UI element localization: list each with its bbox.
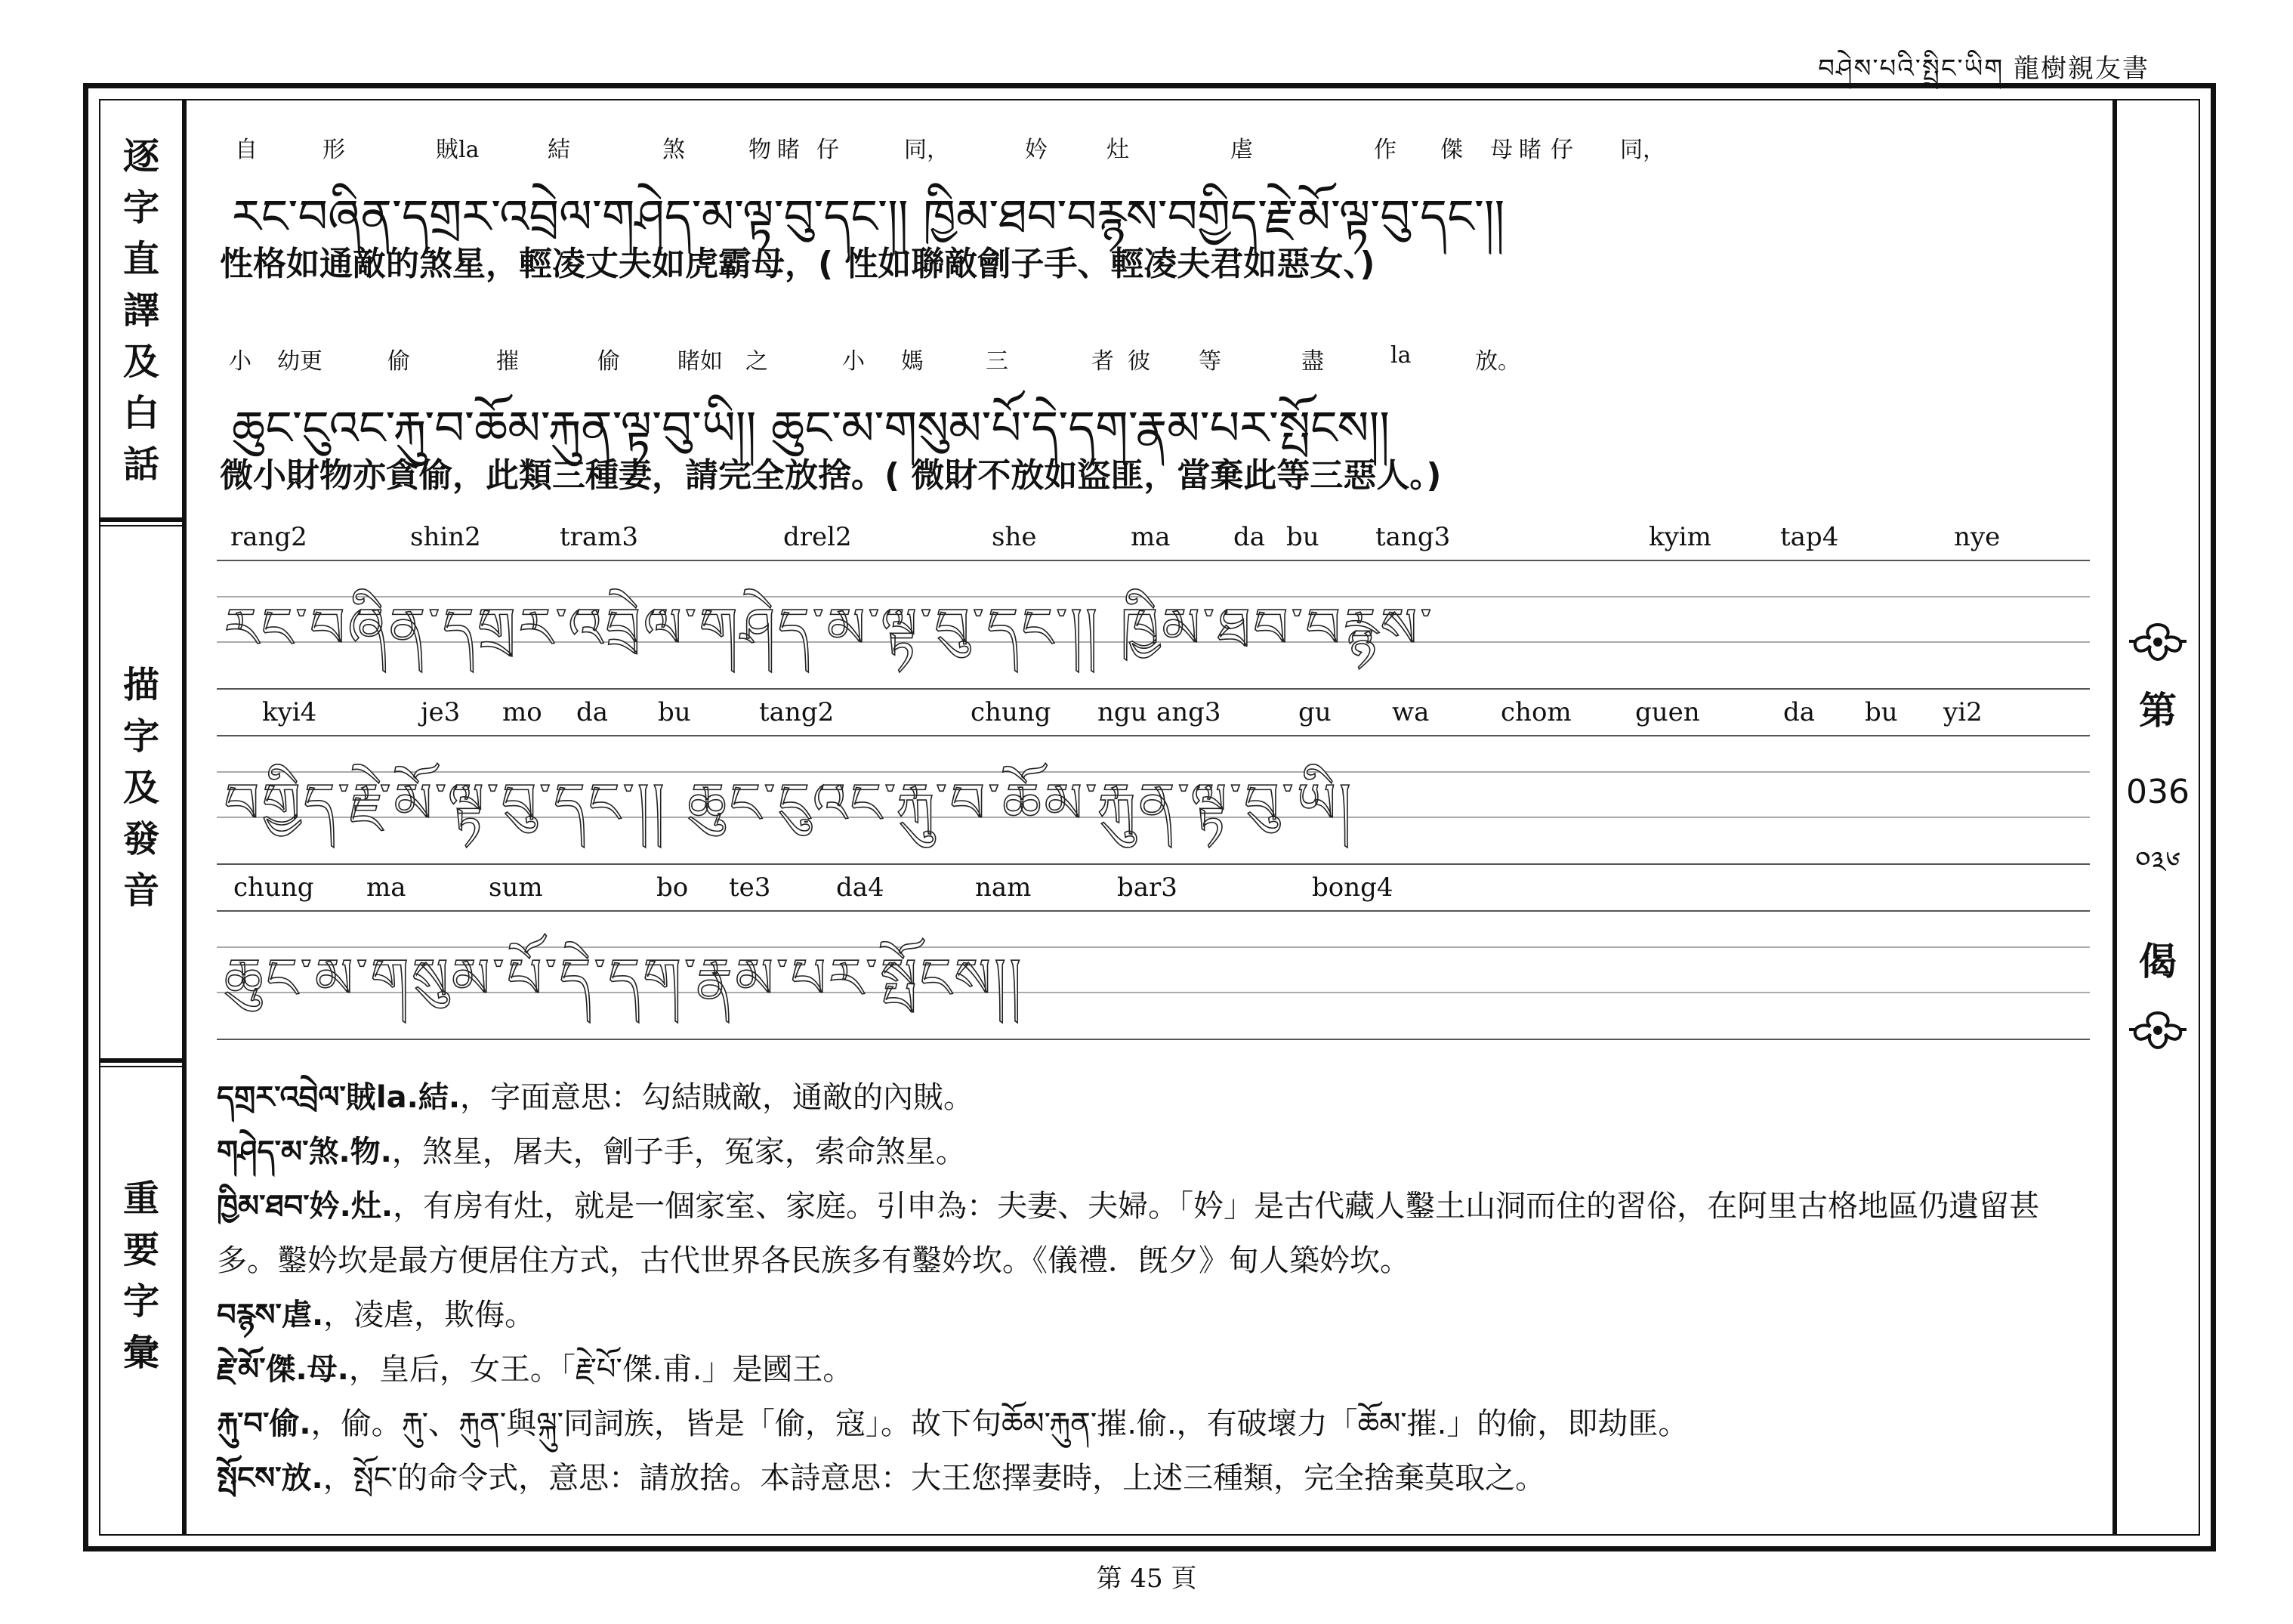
page-frame (83, 83, 2216, 1551)
vocab-definition: ，皇后，女王。「རྗེ་པོ་傑.甫.」是國王。 (348, 1352, 853, 1387)
label-char: 白 (122, 392, 159, 434)
pronunciation: bong4 (1312, 872, 1393, 903)
chinese-translation-1: 性格如通敵的煞星，輕凌丈夫如虎霸母，( 性如聯敵劊子手、輕凌夫君如惡女、) (220, 245, 1375, 283)
gloss-word: 仔 (816, 137, 839, 163)
gloss-word: 偷 (387, 348, 410, 375)
gloss-word: 摧 (496, 348, 519, 375)
gloss-word: 之 (745, 348, 768, 375)
tracing-guide-line (217, 1039, 2090, 1040)
vocab-entry (217, 1288, 2090, 1342)
label-char: 直 (122, 238, 159, 280)
verse-suffix: 偈 (2139, 940, 2177, 983)
gloss-word: 灶 (1106, 137, 1129, 163)
tracing-guide-line (217, 688, 2090, 690)
pronunciation: she (992, 522, 1037, 552)
label-char: 彙 (122, 1332, 159, 1374)
gloss-word: 傑 (1440, 137, 1463, 163)
section-divider (100, 525, 182, 526)
frame-inner (99, 99, 2200, 1536)
gloss-word: 小 (229, 348, 252, 375)
pronunciation: rang2 (230, 522, 307, 552)
label-char: 及 (122, 341, 159, 383)
pronunciation: da (576, 697, 609, 727)
vocab-entry (217, 1451, 2090, 1505)
vocab-entry (217, 1397, 2090, 1451)
pronunciation: bu (1286, 522, 1319, 552)
tracing-guide-line (217, 735, 2090, 736)
verse-number: 036 (2126, 773, 2190, 811)
pronunciation: bu (658, 697, 691, 727)
gloss-word: 睹如 (677, 348, 723, 375)
tibetan-verse-line-1: རང་བཞིན་དགྲར་འབྲེལ་གཤེད་མ་ལྟ་བུ་དང་།། ཁྱིམ་ཐབ་བརྙས་བགྱིད་རྗེ་མོ་ལྟ་བུ་དང་།། (232, 189, 1505, 244)
vocab-term: སྤོངས་放. (217, 1461, 323, 1496)
label-translation (100, 131, 182, 490)
pronunciation: nye (1954, 522, 2001, 552)
tracing-guide-line (217, 863, 2090, 865)
section-divider (100, 1058, 182, 1063)
gloss-word: 放。 (1475, 348, 1520, 375)
label-char: 字 (122, 187, 159, 229)
label-char: 要 (122, 1229, 159, 1271)
vocab-entry (217, 1070, 2090, 1125)
label-vocabulary (100, 1173, 182, 1379)
chinese-translation-2: 微小財物亦貪偷，此類三種妻，請完全放捨。( 微財不放如盜匪，當棄此等三惡人。) (220, 456, 1442, 495)
page-header: བཤེས་པའི་སྤྲིང་ཡིག 龍樹親友書 (1818, 54, 2149, 84)
verse-number-column (2112, 100, 2199, 1534)
label-char: 字 (122, 1280, 159, 1323)
pronunciation: da4 (836, 872, 884, 903)
gloss-word: 物 (748, 137, 771, 163)
section-divider (100, 517, 182, 522)
vocab-term: རྐུ་བ་偷. (217, 1406, 311, 1441)
label-char: 逐 (122, 135, 159, 178)
pronunciation: drel2 (783, 522, 852, 552)
vocabulary-list (217, 1070, 2090, 1505)
pronunciation: ngu (1097, 697, 1147, 727)
gloss-word: 虐 (1230, 137, 1253, 163)
tracing-guide-line (217, 910, 2090, 912)
pronunciation: ma (366, 872, 406, 903)
label-char: 話 (122, 443, 159, 486)
knot-ornament-icon (2128, 619, 2188, 664)
pronunciation: tang2 (759, 697, 835, 727)
pronunciation: bar3 (1117, 872, 1177, 903)
tracing-text-3: ཆུང་མ་གསུམ་པོ་དེ་དག་རྣམ་པར་སྤོངས།། (224, 946, 1025, 1010)
tibetan-verse-line-2: ཆུང་ངུའང་རྐུ་བ་ཆོམ་རྐུན་ལྟ་བུ་ཡི།། ཆུང་མ་གསུམ་པོ་དེ་དག་རྣམ་པར་སྤོངས།། (232, 400, 1390, 455)
gloss-word: 作 (1374, 137, 1396, 163)
vocab-definition: ，སྤོང་的命令式，意思：請放捨。本詩意思：大王您擇妻時，上述三種類，完全捨棄莫取之。 (323, 1461, 1546, 1496)
label-char: 描 (122, 664, 159, 706)
pronunciation: sum (489, 872, 543, 903)
pronunciation: kyim (1649, 522, 1711, 552)
knot-ornament-icon (2128, 1007, 2188, 1052)
tracing-text-2: བགྱིད་རྗེ་མོ་ལྟ་བུ་དང་།། ཆུང་ངུའང་རྐུ་བ་ཆོམ་རྐུན་ལྟ་བུ་ཡི། (224, 771, 1354, 835)
pronunciation: ang3 (1156, 697, 1221, 727)
label-tracing (100, 659, 182, 916)
gloss-word: 三 (986, 348, 1008, 375)
verse-char: 第 (2139, 689, 2177, 733)
page-number: 第 45 頁 (1096, 1564, 1197, 1594)
section-label-column (100, 100, 187, 1534)
gloss-word: 偷 (597, 348, 620, 375)
gloss-word: 睹 (1519, 137, 1542, 163)
gloss-word: 媽 (901, 348, 924, 375)
pronunciation: mo (502, 697, 542, 727)
gloss-word: 等 (1199, 348, 1221, 375)
pronunciation: bu (1865, 697, 1898, 727)
pronunciation: tang3 (1375, 522, 1451, 552)
gloss-word: 彼 (1128, 348, 1150, 375)
label-char: 及 (122, 767, 159, 809)
gloss-word: 結 (548, 137, 570, 163)
pronunciation: je3 (421, 697, 461, 727)
pronunciation: tap4 (1780, 522, 1839, 552)
vocab-entry (217, 1342, 2090, 1397)
pronunciation: ma (1131, 522, 1171, 552)
pronunciation: tram3 (560, 522, 639, 552)
pronunciation: chom (1501, 697, 1572, 727)
pronunciation: da (1233, 522, 1266, 552)
vocab-term: དགྲར་འབྲེལ་賊la.結. (217, 1080, 461, 1115)
gloss-word: 妗 (1025, 137, 1048, 163)
pronunciation: chung (233, 872, 314, 903)
gloss-word: 同， (1620, 137, 1665, 163)
label-char: 重 (122, 1178, 159, 1220)
vocab-entry (217, 1179, 2090, 1288)
vocab-term: ཁྱིམ་ཐབ་妗.灶. (217, 1189, 393, 1224)
vocab-definition: ，字面意思：勾結賊敵，通敵的內賊。 (460, 1080, 974, 1115)
pronunciation: guen (1635, 697, 1700, 727)
pronunciation: wa (1392, 697, 1430, 727)
label-char: 發 (122, 818, 159, 860)
gloss-word: 賊la (436, 137, 480, 163)
section-divider (100, 1066, 182, 1067)
main-content (187, 100, 2112, 1534)
gloss-word: 者 (1091, 348, 1114, 375)
label-char: 音 (122, 869, 159, 912)
vocab-entry (217, 1125, 2090, 1179)
vocab-definition: ，有房有灶，就是一個家室、家庭。引申為：夫妻、夫婦。「妗」是古代藏人鑿土山洞而住的習俗，在阿里古格地區仍遺留甚多。鑿妗坎是最方便居住方式，古代世界各民族多有鑿妗坎。《儀禮．旣夕》甸人築妗坎。 (217, 1189, 2040, 1278)
label-char: 字 (122, 715, 159, 758)
gloss-word: 煞 (662, 137, 685, 163)
gloss-word: 形 (323, 137, 345, 163)
pronunciation: yi2 (1943, 697, 1983, 727)
pronunciation: da (1783, 697, 1816, 727)
vocab-definition: ，煞星，屠夫，劊子手，冤家，索命煞星。 (391, 1135, 966, 1169)
label-char: 譯 (122, 289, 159, 332)
vocab-term: བརྙས་虐. (217, 1298, 324, 1332)
pronunciation: kyi4 (262, 697, 317, 727)
tracing-guide-line (217, 560, 2090, 561)
gloss-word: 同， (904, 137, 949, 163)
vocab-term: རྗེ་མོ་傑.母. (217, 1352, 349, 1387)
gloss-word: 仔 (1551, 137, 1573, 163)
tracing-text-1: རང་བཞིན་དགྲར་འབྲེལ་གཤེད་མ་ལྟ་བུ་དང་།། ཁྱིམ་ཐབ་བརྙས་ (224, 596, 1435, 659)
pronunciation: chung (971, 697, 1051, 727)
vocab-definition: ，偷。རྐུ་、རྐུན་與ལྐུ་同詞族，皆是「偷，寇」。故下句ཆོམ་རྐུན་摧.偷.，有破壞力「ཆོམ་摧.」的偷，即劫匪。 (310, 1406, 1689, 1441)
pronunciation: te3 (729, 872, 771, 903)
gloss-word: 幼更 (277, 348, 323, 375)
gloss-word: 盡 (1301, 348, 1324, 375)
pronunciation: nam (975, 872, 1032, 903)
gloss-word: la (1390, 342, 1412, 369)
pronunciation: gu (1298, 697, 1332, 727)
pronunciation: bo (656, 872, 689, 903)
verse-number-tibetan: ༠༣༦ (2134, 845, 2181, 878)
gloss-word: 睹 (777, 137, 800, 163)
gloss-word: 自 (235, 137, 258, 163)
vocab-term: གཤེད་མ་煞.物. (217, 1135, 392, 1169)
gloss-word: 小 (842, 348, 865, 375)
pronunciation: shin2 (410, 522, 481, 552)
vocab-definition: ，凌虐，欺侮。 (323, 1298, 535, 1332)
gloss-word: 母 (1490, 137, 1513, 163)
